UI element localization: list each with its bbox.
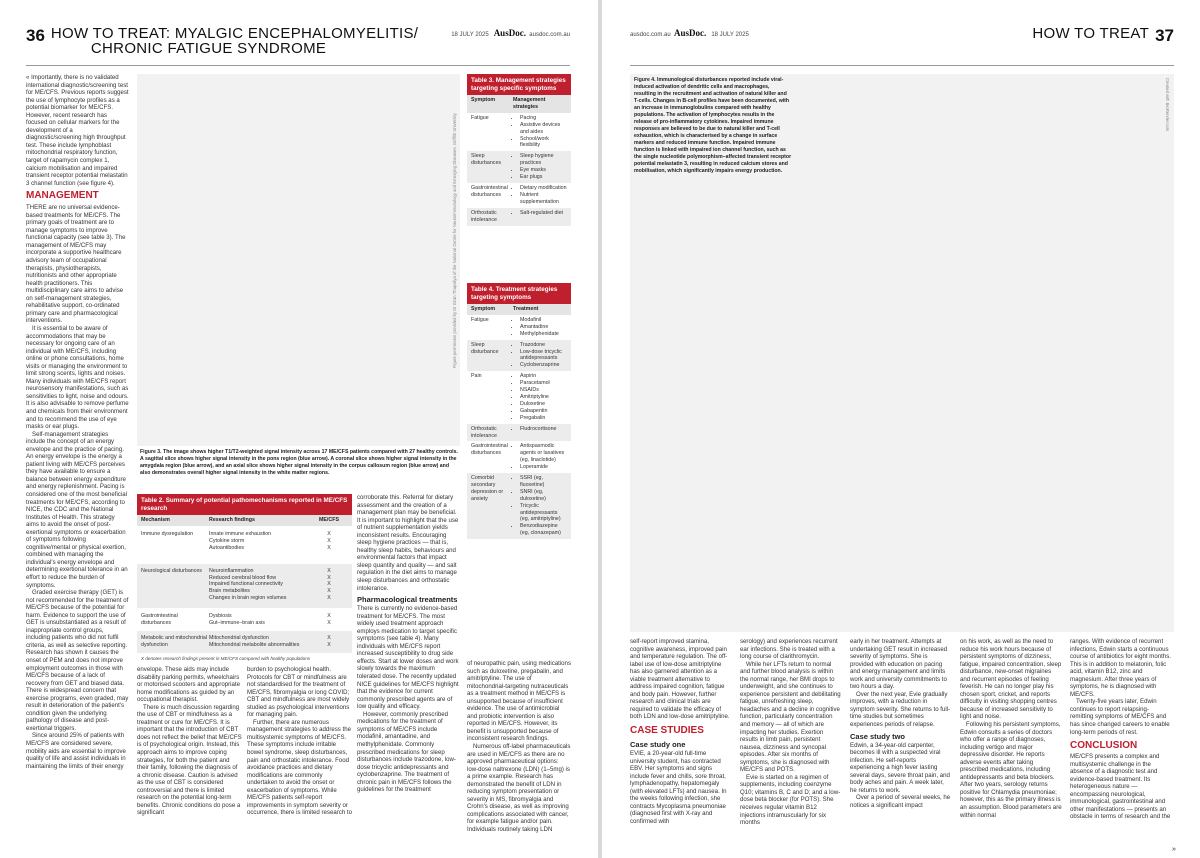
strategy-list [513,185,567,206]
table-4 [467,283,571,539]
list-item: • Methylphenidate [520,331,567,338]
paragraph: corroborate this. Referral for dietary assessment and the creation of a management plan may be beneficial. It is important to highlight that the use of nutrient supplementation yields inconsistent results. Encouraging sleep hygiene practices — that is, healthy sleep habits, behaviours and environmental factors that impact sleep quantity and quality — and salt regulation in the diet aims to manage sleep disturbances and orthostatic intolerance. [357,494,459,592]
paragraph: Numerous off-label pharmaceuticals are used in ME/CFS as there are no approved pharmaceutical options: low-dose naltrexone (LDN) (1–5mg) is a prime example. Research has demonstrated the benefit of LDN in reducing symptom presentation or severity in MS, fibromyalgia and Crohn's disease, as well as improving complications associated with cancer, for example fatigue and/or pain. Individuals routinely taking LDN [467,743,571,834]
list-item: • Cyclobenzaprine [520,362,567,369]
paragraph: serology) and experiences recurrent ear infections. She is treated with a long course of clarithromycin. [740,638,838,661]
table-row [467,473,571,539]
right-column-2 [740,638,842,854]
left-column-1 [26,74,129,854]
paragraph: However, commonly prescribed medications for the treatment of symptoms of ME/CFS include modafinil, amantadine, and methylphenidate. Commonly prescribed medications for sleep disturbances include trazodone, low-dose tricyclic antidepressants and cyclobenzaprine. The treatment of chronic pain in ME/CFS follows the guidelines for the treatment [357,710,456,794]
strategy-list [513,153,567,181]
list-item: • SNRI (eg, duloxetine) [520,489,567,503]
list-item: • NSAIDs [520,387,567,394]
paragraph: on his work, as well as the need to reduce his work hours because of persistent symptoms of dizziness, fatigue, impaired concentration, sleep disturbance, new-onset migraines and recurrent episodes of feeling feverish. He can no longer play his chosen sport, cricket, and reports difficulty in visiting shopping centres because of increased sensitivity to light and noise. [960,638,1062,721]
table-2-footnote: X denotes research findings present in ME/CFS compared with healthy populations [137,653,352,666]
treatment-list [513,317,567,338]
marks-cell [317,635,341,649]
treatment-list [513,373,567,421]
findings-cell [209,568,317,603]
left-column-5 [467,660,571,854]
subheading-pharmacological: Pharmacological treatments [357,595,458,605]
section-heading-case-studies: CASE STUDIES [630,725,704,737]
table-header-cell: Treatment [513,306,539,312]
table-row [467,183,571,208]
paragraph: « Importantly, there is no validated international diagnostic/screening test for ME/CFS. Previous reports suggest the use of lymphocyte profiles as a potential biomarker for ME/CFS. However, recent research has focused on cellular markers for the development of a diagnostic/screening high throughput test. These include lymphoblast mitochondrial respiratory function, target of rapamycin complex 1, calcium mobilisation and impaired transient receptor potential melastatin 3 channel function (see figure 4). [26,74,129,187]
marks-cell [317,568,341,603]
treatment-list [513,475,567,537]
paragraph: There is currently no evidence-based treatment for ME/CFS. The most widely used treatment approach employs medication to target specific symptoms (see table 4). Many individuals with ME/CFS report increased susceptibility to drug side effects. Start at lower doses and work slowly towards the maximum tolerated dose. The recently updated NICE guidelines for ME/CFS highlight that the evidence for current commonly prescribed agents are of low quality and efficacy. [357,605,459,711]
figure-4-caption: Figure 4. Immunological disturbances reported include viral-induced activation of dendritic cells and macrophages, resulting in the recruitment and activation of natural killer and T-cells. Changes in B-cell profiles have been documented, with an increase in immunoglobulins compared with healthy populations. The activation of lymphocytes results in the release of pro-inflammatory cytokines. Impaired immune responses are believed to be due to natural killer and T-cell exhaustion, which is characterised by a change in surface markers and reduced immune function. Impaired immune function is linked with impaired ion channel function, such as the single nucleotide polymorphism–affected transient receptor potential melastatin 3, resulting in reduced calcium stores and mobilisation, which significantly impairs energy production. [634,77,792,174]
paragraph: self-report improved stamina, cognitive awareness, improved pain and temperature regulation. The off-label use of low-dose amitriptyline has also garnered attention as a viable treatment alternative to address impaired cognition, fatigue and body pain. However, further research and clinical trials are required to validate the efficacy of both LDN and low-dose amitriptyline. [630,638,730,721]
table-3 [467,74,571,226]
list-item: • Trazodone [520,342,567,349]
finding: Innate immune exhaustion [209,530,272,537]
mark: X [327,613,331,620]
site-url[interactable]: ausdoc.com.au [529,32,570,38]
mark: X [327,620,331,627]
section-heading-conclusion: CONCLUSION [1070,740,1138,752]
page-title: HOW TO TREAT [1032,25,1150,42]
list-item: • Ear plugs [520,174,567,181]
table-header-cell: Symptom [471,306,496,312]
table-header-cell: Management strategies [513,97,546,110]
table-row [467,151,571,183]
left-page [0,0,598,858]
table-header-cell: ME/CFS [318,517,339,523]
finding: Changes in brain region volumes [209,595,287,602]
right-header [630,22,1174,62]
marks-cell [317,613,341,627]
table-4-title: Table 4. Treatment strategies targeting symptoms [467,283,571,304]
list-item: • Assistive devices and aides [520,122,567,136]
treatment-list [513,342,567,370]
symptom-cell: Sleep disturbance [471,341,499,355]
table-row [467,315,571,340]
right-column-5 [1070,638,1172,850]
list-item: • Salt-regulated diet [520,210,567,217]
figure-3-caption: Figure 3. The image shows higher T1/T2-weighted signal intensity across 17 ME/CFS patients compared with 27 healthy controls. A sagittal slice shows higher signal intensity in the pons region (blue arrow). A coronal slice shows higher signal intensity in the amygdala region (blue arrow), and an axial slice shows higher signal intensity in the corpus callosum region (blue arrow) and also demonstrates overall higher signal intensity in the white matter regions. [140,449,458,476]
table-row [467,371,571,423]
table-4-header-row [467,304,571,315]
finding: Mitochondrial dysfunction [209,634,269,641]
left-header [26,22,570,62]
header-meta [630,28,749,38]
strategy-list [513,115,567,150]
mechanism-cell: Immune dysregulation [141,530,194,537]
finding: Gut–immune–brain axis [209,620,265,627]
symptom-cell: Orthostatic intolerance [471,425,497,439]
symptom-cell: Pain [471,373,482,380]
brand-logo: AusDoc. [493,28,526,38]
paragraph: While her LFTs return to normal and further blood analysis is within the normal range, her BMI drops to underweight, and she continues to experience persistent and debilitating fatigue, unrefreshing sleep, headaches and a decline in cognitive function, particularly concentration and memory — all of which are impacting her studies. Exertion results in limb pain, persistent nausea, dizziness and syncopal episodes. After six months of symptoms, she is diagnosed with ME/CFS and POTS. [740,660,841,774]
list-item: • Duloxetine [520,401,567,408]
symptom-cell: Gastrointestinal disturbances [471,184,508,198]
issue-date: 18 JULY 2025 [451,32,489,38]
list-item: • Pacing [520,115,567,122]
list-item: • Nutrient supplementation [520,192,567,206]
paragraph: Further, there are numerous management strategies to address the multisystemic symptoms of ME/CFS. These symptoms include irritable bowel syndrome, sleep disturbances, pain and orthostatic intolerance. Food avoidance practices and dietary modifications are commonly undertaken to avoid the onset or exacerbation of symptoms. While ME/CFS patients self-report improvements in symptom severity or occurrence, there is limited research to [247,718,352,817]
paragraph: THERE are no universal evidence-based treatments for ME/CFS. The primary goals of treatment are to manage symptoms to improve functional capacity (see table 3). The management of ME/CFS may incorporate a supportive healthcare advisory team of occupational therapists, physiotherapists, nutritionists and other appropriate health practitioners. This multidisciplinary care aims to advise on self-management strategies, rehabilitative support, co-ordinated primary care and pharmacological interventions. [26,204,126,325]
page-title-line1: HOW TO TREAT: MYALGIC ENCEPHALOMYELITIS/ [50,25,419,42]
paragraph: early in her treatment. Attempts at undertaking GET result in increased severity of symptoms. She is provided with education on pacing and energy management and limits work and university commitments to two hours a day. [850,638,948,691]
list-item: • Gabapentin [520,408,567,415]
paragraph: burden to psychological health. Protocols for CBT or mindfulness are not standardised for the treatment of ME/CFS, fibromyalgia or long COVID; CBT and mindfulness are most widely studied as psychological interventions for managing pain. [247,666,350,719]
list-item: • Eye masks [520,167,567,174]
paragraph: Edwin, a 34-year-old carpenter, becomes ill with a suspected viral infection. He self-reports experiencing a high fever lasting several days, severe throat pain, and body aches and pain. A week later, he returns to work. [850,741,950,794]
list-item: • Amantadine [520,324,567,331]
table-header-cell: Symptom [471,97,496,103]
table-row [137,631,352,653]
subheading-case-one: Case study one [630,740,686,750]
paragraph: Over the next year, Evie gradually improves, with a reduction in symptom severity. She returns to full-time studies but sometimes experiences periods of relapse. [850,690,951,729]
paragraph: Self-management strategies include the concept of an energy envelope and the practice of pacing. An energy envelope is the energy a patient living with ME/CFS perceives they have available to ensure a balance between energy expenditure and energy replenishment. Pacing is considered one of the most beneficial treatments for ME/CFS, according to NICE, the CDC and the National Institutes of Health. This strategy aims to avoid the onset of post-exertional symptoms or exacerbation of symptoms following cognitive/mental or physical exertion, combined with managing the individual's energy envelope and determining exertional tolerance in an effort to reduce the burden of symptoms. [26,430,128,589]
list-item: • Fludrocortisone [520,426,567,433]
paragraph: Following his persistent symptoms, Edwin consults a series of doctors who offer a range of diagnoses, including vertigo and major depressive disorder. He reports adverse events after taking prescribed medications, including antidepressants and beta blockers. After two years, serology returns positive for Chlamydia pneumoniae; however, this as the primary illness is an assumption. Blood parameters are within normal [960,721,1062,819]
paragraph: of neuropathic pain, using medications such as duloxetine, pregabalin, and amitriptyline. The use of mitochondrial-targeting nutraceuticals as a treatment method in ME/CFS is unsupported because of insufficient evidence. The use of antimicrobial and probiotic intervention is also reported in ME/CFS. However, its benefit is unsupported because of inconsistent research findings. [467,660,571,743]
treatment-list [513,443,567,471]
paragraph: ranges. With evidence of recurrent infections, Edwin starts a continuous course of antibiotics for eight months. This is in addition to melatonin, folic acid, vitamin B12, zinc and magnesium. After three years of symptoms, he is diagnosed with ME/CFS. [1070,638,1171,698]
mechanism-cell: Gastrointestinal disturbances [141,613,178,627]
mark: X [327,574,331,581]
symptom-cell: Fatigue [471,114,489,121]
table-row [467,340,571,372]
table-2-header-row [137,515,352,526]
list-item: • Tricyclic antidepressants (eg, amitriptyline) [520,503,567,524]
list-item: • Benzodiazepine (eg, clonazepam) [520,523,567,537]
finding: Brain metabolites [209,588,250,595]
paragraph: Evie is started on a regimen of supplements, including coenzyme Q10; vitamins B, C and D; and a low-dose beta blocker (for POTS). She receives regular vitamin B12 injections intramuscularly for six months [740,773,841,827]
list-item: • Sleep hygiene practices [520,153,567,167]
finding: Impaired functional connectivity [209,581,283,588]
mark: X [327,595,331,602]
table-row [467,208,571,226]
list-item: • Low-dose tricyclic antidepressants [520,349,567,363]
left-column-3 [247,666,352,854]
mark: X [327,641,331,648]
list-item: • Pregabalin [520,415,567,422]
mark: X [327,581,331,588]
findings-cell [209,635,317,649]
finding: Autoantibodies [209,544,245,551]
table-row [467,424,571,442]
treatment-list [513,426,567,440]
list-item: • Aspirin [520,373,567,380]
site-url[interactable]: ausdoc.com.au [630,32,671,38]
section-heading-management: MANAGEMENT [26,190,99,202]
table-header-cell: Research findings [209,517,255,523]
mark: X [327,530,331,537]
symptom-cell: Sleep disturbances [471,153,502,167]
symptom-cell: Gastrointestinal disturbances [471,443,508,457]
list-item: • Modafinil [520,317,567,324]
paragraph: It is essential to be aware of accommodations that may be necessary for ongoing care of an individual with ME/CFS, including online or phone consultations, home visits or managing the environment to limit strong scents, lights and noises. Many individuals with ME/CFS report neurosensory manifestations, such as sensitivities to light, noise and odours. It is also advisable to remove perfume and chemicals from their environment and to recommend the use of eye masks or ear plugs. [26,324,129,431]
table-row [467,441,571,473]
figure-3-image [137,74,460,446]
symptom-cell: Comorbid secondary depression or anxiety [471,475,504,502]
paragraph: There is much discussion regarding the use of CBT or mindfulness as a treatment or cure for ME/CFS. It is important that the introduction of CBT does not reflect the belief that ME/CFS is of psychological origin. Instead, this approach aims to improve coping strategies, for both the patient and their family, following the diagnosis of a chronic disease. Caution is advised as the use of CBT is considered controversial and there is limited research on the potential long-term benefits. Chronic conditions do pose a significant [137,703,242,817]
finding: Dysbiosis [209,613,232,620]
finding: Cytokine storm [209,537,245,544]
table-row [137,564,352,609]
list-item: • Dietary modification [520,185,567,192]
header-meta [451,28,570,38]
table-header-cell: Mechanism [141,517,170,523]
paragraph: Twenty-five years later, Edwin continues to report relapsing-remitting symptoms of ME/CFS and has since changed careers to enable long-term periods of rest. [1070,698,1170,736]
right-column-4 [960,638,1062,854]
table-row [137,608,352,631]
right-page [602,0,1200,858]
table-row [137,526,352,564]
issue-date: 18 JULY 2025 [711,32,749,38]
paragraph: EVIE, a 20-year-old full-time university student, has contracted EBV. Her symptoms and signs include fever and chills, sore throat, lymphadenopathy, hepatomegaly (with elevated LFTs) and nausea. In the weeks following infection, she contracts Mycoplasma pneumoniae (diagnosed first with X-ray and confirmed with [630,750,727,825]
brand-logo: AusDoc. [674,28,707,38]
mechanism-cell: Neurological disturbances [141,567,202,574]
mechanism-cell: Metabolic and mitochondrial dysfunction [141,634,207,648]
left-column-2 [137,666,242,854]
mark: X [327,567,331,574]
table-2 [137,494,352,666]
list-item: • Loperamide [520,464,567,471]
paragraph: Since around 25% of patients with ME/CFS are considered severe, mobility aids are essential to improve quality of life and assist individuals in maintaining the limits of their energy [26,732,126,770]
strategy-list [513,210,567,224]
finding: Reduced cerebral blood flow [209,574,277,581]
finding: Neuroinflammation [209,567,254,574]
marks-cell [317,531,341,552]
symptom-cell: Fatigue [471,316,489,323]
page-number: 37 [1155,26,1174,45]
finding: Mitochondrial metabolite abnormalities [209,641,300,648]
list-item: • Paracetamol [520,380,567,387]
findings-cell [209,531,317,552]
page-title-line2: CHRONIC FATIGUE SYNDROME [90,40,327,57]
left-column-4 [357,494,460,854]
paragraph: Over a period of several weeks, he notices a significant impact [850,794,951,809]
continue-mark: » [1172,846,1176,853]
mark: X [327,634,331,641]
list-item: • Amitriptyline [520,394,567,401]
symptom-cell: Orthostatic intolerance [471,209,497,223]
page-number: 36 [26,26,45,45]
list-item: • School/work flexibility [520,136,567,150]
figure-3-credit: Figure permission provided by Dr Kiran Thapaliya of the National Centre for Neuroimmunology and Emerging Diseases, Griffith University [452,113,457,368]
mark: X [327,537,331,544]
right-column-1 [630,638,732,854]
mark: X [327,588,331,595]
table-3-title: Table 3. Management strategies targeting specific symptoms [467,74,571,95]
paragraph: ME/CFS presents a complex and multisystemic challenge in the absence of a diagnostic test and evidence-based treatment. Its heterogeneous nature — encompassing neurological, immunological, gastrointestinal and other manifestations — presents an obstacle in terms of research and the [1070,753,1171,821]
right-column-3 [850,638,952,854]
subheading-case-two: Case study two [850,731,906,741]
table-2-title: Table 2. Summary of potential pathomechanisms reported in ME/CFS research [137,494,352,515]
paragraph: Graded exercise therapy (GET) is not recommended for the treatment of ME/CFS because of the potential for harm. Evidence to support the use of GET is unsubstantiated as a result of inappropriate control groups, including patients who did not fulfil criteria, as well as selective reporting. Research has shown it causes the onset of PEM and does not improve employment outcomes in those with ME/CFS because of a lack of recovery from GET and biased data. There is widespread concern that exercise programs, even graded, may result in deterioration of the patient's condition given the underlying pathology of disease and post-exertional triggers. [26,589,129,732]
header-rule [630,65,1174,66]
list-item: • SSRI (eg, fluoxetine) [520,475,567,489]
mark: X [327,544,331,551]
figure-4-credit: Created with BioRender.com [1165,78,1170,132]
table-3-header-row [467,95,571,113]
list-item: • Antispasmodic agents or laxatives (eg, linaclotide) [520,443,567,464]
paragraph: envelope. These aids may include disability parking permits, wheelchairs or motorised scooters and appropriate home modifications as guided by an occupational therapist. [137,666,240,704]
header-rule [26,65,570,66]
findings-cell [209,613,317,627]
table-row [467,113,571,152]
